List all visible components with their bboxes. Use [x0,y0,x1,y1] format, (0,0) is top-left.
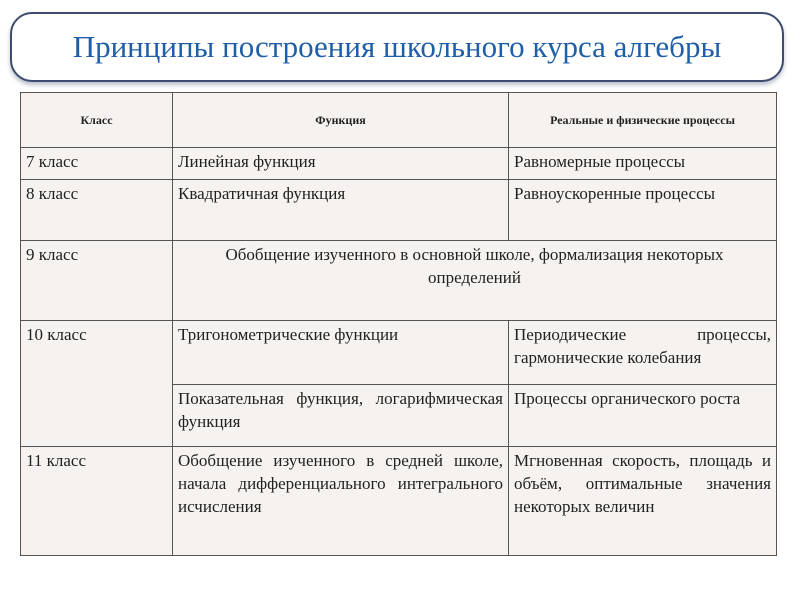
function-cell: Квадратичная функция [173,180,509,241]
grade-cell: 8 класс [21,180,173,241]
process-cell: Процессы органического роста [509,385,777,447]
function-cell: Показательная функция, логарифмическая функция [173,385,509,447]
process-cell: Мгновенная скорость, площадь и объём, оптимальные значения некоторых величин [509,447,777,556]
function-cell: Обобщение изученного в средней школе, начала дифференциального интегрального исчисления [173,447,509,556]
merged-summary-cell: Обобщение изученного в основной школе, формализация некоторых определений [173,241,777,321]
grade-cell: 9 класс [21,241,173,321]
table-row [21,148,777,180]
title-banner [10,12,784,82]
grade-cell: 10 класс [21,321,173,447]
table-row [21,321,777,385]
header-function: Функция [173,93,509,148]
table-row [21,447,777,556]
process-cell: Равномерные процессы [509,148,777,180]
grade-cell: 11 класс [21,447,173,556]
header-process: Реальные и физические процессы [509,93,777,148]
process-cell: Периодические процессы, гармонические колебания [509,321,777,385]
table-row [21,241,777,321]
process-cell: Равноускоренные процессы [509,180,777,241]
table-header-row [21,93,777,148]
function-cell: Линейная функция [173,148,509,180]
header-grade: Класс [21,93,173,148]
slide-title: Принципы построения школьного курса алгебры [72,29,722,64]
function-cell: Тригонометрические функции [173,321,509,385]
curriculum-table [20,92,777,556]
grade-cell: 7 класс [21,148,173,180]
table-row [21,180,777,241]
